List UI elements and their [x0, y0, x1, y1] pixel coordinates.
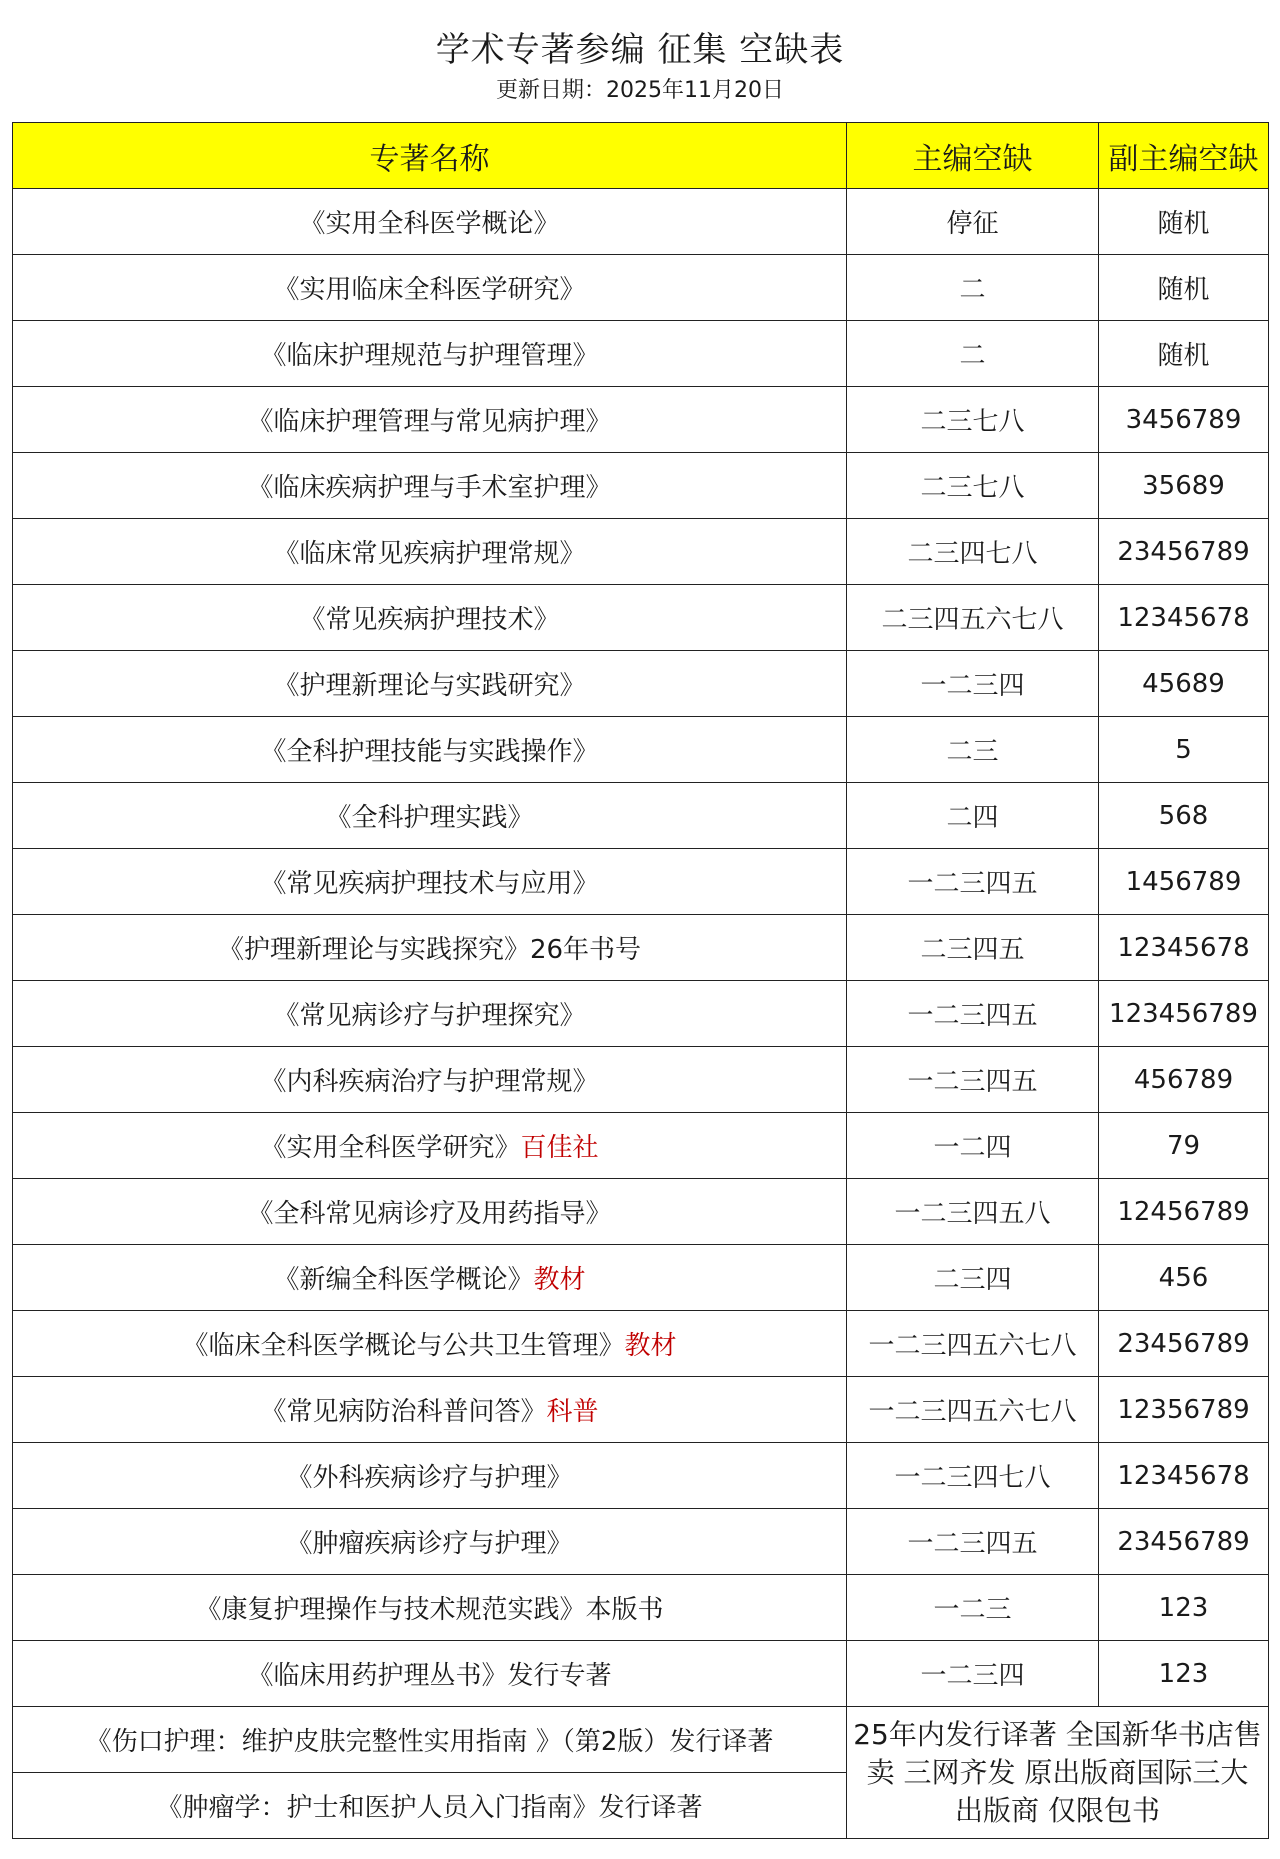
- col-header-title: 专著名称: [13, 123, 847, 189]
- page-header: [0, 0, 1280, 122]
- book-title: 《临床用药护理丛书》发行专著: [247, 1661, 612, 1691]
- book-title: 《肿瘤疾病诊疗与护理》: [286, 1529, 573, 1559]
- translation-title: 《肿瘤学：护士和医护人员入门指南》发行译著: [13, 1773, 847, 1839]
- table-row: [13, 585, 1269, 651]
- chief-editor-vacancy: 停征: [847, 189, 1099, 255]
- chief-editor-vacancy: 一二三四五六七八: [847, 1377, 1099, 1443]
- book-title-cell: [13, 849, 847, 915]
- book-title-cell: [13, 717, 847, 783]
- deputy-editor-vacancy: 12456789: [1099, 1179, 1269, 1245]
- book-title: 《临床护理规范与护理管理》: [260, 341, 599, 371]
- book-title: 《实用全科医学研究》: [260, 1133, 521, 1163]
- deputy-editor-vacancy: 随机: [1099, 321, 1269, 387]
- book-title-cell: [13, 1377, 847, 1443]
- book-title: 《护理新理论与实践探究》26年书号: [217, 935, 642, 965]
- deputy-editor-vacancy: 79: [1099, 1113, 1269, 1179]
- book-title: 《全科常见病诊疗及用药指导》: [247, 1199, 612, 1229]
- chief-editor-vacancy: 一二三: [847, 1575, 1099, 1641]
- book-tag: 教材: [533, 1265, 586, 1295]
- table-row: [13, 519, 1269, 585]
- translation-row: [13, 1707, 1269, 1773]
- deputy-editor-vacancy: 123: [1099, 1575, 1269, 1641]
- book-title: 《康复护理操作与技术规范实践》本版书: [195, 1595, 664, 1625]
- book-title: 《临床常见疾病护理常规》: [273, 539, 586, 569]
- book-title-cell: [13, 519, 847, 585]
- book-title: 《外科疾病诊疗与护理》: [286, 1463, 573, 1493]
- deputy-editor-vacancy: 随机: [1099, 255, 1269, 321]
- book-title-cell: [13, 1575, 847, 1641]
- deputy-editor-vacancy: 5: [1099, 717, 1269, 783]
- chief-editor-vacancy: 二四: [847, 783, 1099, 849]
- deputy-editor-vacancy: 12345678: [1099, 1443, 1269, 1509]
- book-title: 《内科疾病治疗与护理常规》: [260, 1067, 599, 1097]
- book-title: 《全科护理技能与实践操作》: [260, 737, 599, 767]
- table-row: [13, 1443, 1269, 1509]
- book-title: 《常见病诊疗与护理探究》: [273, 1001, 586, 1031]
- table-row: [13, 1047, 1269, 1113]
- deputy-editor-vacancy: 123: [1099, 1641, 1269, 1707]
- deputy-editor-vacancy: 1456789: [1099, 849, 1269, 915]
- table-row: [13, 849, 1269, 915]
- book-title-cell: [13, 255, 847, 321]
- table-row: [13, 783, 1269, 849]
- book-title: 《护理新理论与实践研究》: [273, 671, 586, 701]
- table-row: [13, 189, 1269, 255]
- chief-editor-vacancy: 二: [847, 255, 1099, 321]
- book-title-cell: [13, 1509, 847, 1575]
- table-row: [13, 1377, 1269, 1443]
- table-row: [13, 1245, 1269, 1311]
- col-header-deputy-editor: 副主编空缺: [1099, 123, 1269, 189]
- book-title: 《临床护理管理与常见病护理》: [247, 407, 612, 437]
- book-title: 《实用临床全科医学研究》: [273, 275, 586, 305]
- book-tag: 百佳社: [520, 1133, 599, 1163]
- table-body: [13, 189, 1269, 1839]
- book-title: 《常见疾病护理技术》: [299, 605, 560, 635]
- table-row: [13, 1509, 1269, 1575]
- chief-editor-vacancy: 二三四七八: [847, 519, 1099, 585]
- book-title-cell: [13, 1047, 847, 1113]
- deputy-editor-vacancy: 12345678: [1099, 585, 1269, 651]
- deputy-editor-vacancy: 568: [1099, 783, 1269, 849]
- deputy-editor-vacancy: 35689: [1099, 453, 1269, 519]
- chief-editor-vacancy: 二三七八: [847, 453, 1099, 519]
- book-title-cell: [13, 387, 847, 453]
- book-title-cell: [13, 321, 847, 387]
- book-tag: 科普: [546, 1397, 599, 1427]
- deputy-editor-vacancy: 23456789: [1099, 519, 1269, 585]
- vacancy-table: [12, 122, 1269, 1839]
- table-row: [13, 651, 1269, 717]
- table-row: [13, 387, 1269, 453]
- book-title-cell: [13, 585, 847, 651]
- chief-editor-vacancy: 二三: [847, 717, 1099, 783]
- chief-editor-vacancy: 一二四: [847, 1113, 1099, 1179]
- deputy-editor-vacancy: 3456789: [1099, 387, 1269, 453]
- table-row: [13, 1311, 1269, 1377]
- table-row: [13, 981, 1269, 1047]
- table-row: [13, 453, 1269, 519]
- translation-note: 25年内发行译著 全国新华书店售卖 三网齐发 原出版商国际三大出版商 仅限包书: [847, 1707, 1269, 1839]
- book-title: 《新编全科医学概论》: [273, 1265, 534, 1295]
- book-title-cell: [13, 1179, 847, 1245]
- chief-editor-vacancy: 二三七八: [847, 387, 1099, 453]
- table-row: [13, 1179, 1269, 1245]
- deputy-editor-vacancy: 456789: [1099, 1047, 1269, 1113]
- table-row: [13, 321, 1269, 387]
- book-title-cell: [13, 189, 847, 255]
- book-title: 《全科护理实践》: [325, 803, 534, 833]
- book-title-cell: [13, 1641, 847, 1707]
- page-title: 学术专著参编 征集 空缺表: [435, 30, 845, 70]
- book-title: 《临床全科医学概论与公共卫生管理》: [182, 1331, 625, 1361]
- book-title-cell: [13, 915, 847, 981]
- table-row: [13, 1113, 1269, 1179]
- deputy-editor-vacancy: 456: [1099, 1245, 1269, 1311]
- book-title-cell: [13, 981, 847, 1047]
- chief-editor-vacancy: 一二三四五: [847, 849, 1099, 915]
- deputy-editor-vacancy: 45689: [1099, 651, 1269, 717]
- chief-editor-vacancy: 一二三四: [847, 651, 1099, 717]
- book-title-cell: [13, 1443, 847, 1509]
- chief-editor-vacancy: 一二三四: [847, 1641, 1099, 1707]
- table-row: [13, 255, 1269, 321]
- deputy-editor-vacancy: 12356789: [1099, 1377, 1269, 1443]
- book-title-cell: [13, 1311, 847, 1377]
- update-date: 更新日期：2025年11月20日: [496, 78, 784, 103]
- book-title-cell: [13, 783, 847, 849]
- deputy-editor-vacancy: 123456789: [1099, 981, 1269, 1047]
- book-title-cell: [13, 1113, 847, 1179]
- deputy-editor-vacancy: 随机: [1099, 189, 1269, 255]
- book-title-cell: [13, 651, 847, 717]
- chief-editor-vacancy: 一二三四七八: [847, 1443, 1099, 1509]
- deputy-editor-vacancy: 23456789: [1099, 1509, 1269, 1575]
- table-row: [13, 1575, 1269, 1641]
- deputy-editor-vacancy: 23456789: [1099, 1311, 1269, 1377]
- table-row: [13, 1641, 1269, 1707]
- chief-editor-vacancy: 二: [847, 321, 1099, 387]
- book-title: 《临床疾病护理与手术室护理》: [247, 473, 612, 503]
- book-title: 《实用全科医学概论》: [299, 209, 560, 239]
- chief-editor-vacancy: 二三四五: [847, 915, 1099, 981]
- book-title-cell: [13, 1245, 847, 1311]
- chief-editor-vacancy: 一二三四五: [847, 1509, 1099, 1575]
- table-row: [13, 915, 1269, 981]
- chief-editor-vacancy: 二三四: [847, 1245, 1099, 1311]
- chief-editor-vacancy: 二三四五六七八: [847, 585, 1099, 651]
- book-title: 《常见病防治科普问答》: [260, 1397, 547, 1427]
- chief-editor-vacancy: 一二三四五六七八: [847, 1311, 1099, 1377]
- book-title: 《常见疾病护理技术与应用》: [260, 869, 599, 899]
- chief-editor-vacancy: 一二三四五: [847, 1047, 1099, 1113]
- deputy-editor-vacancy: 12345678: [1099, 915, 1269, 981]
- book-title-cell: [13, 453, 847, 519]
- book-tag: 教材: [624, 1331, 677, 1361]
- table-row: [13, 717, 1269, 783]
- header-row: [13, 123, 1269, 189]
- chief-editor-vacancy: 一二三四五: [847, 981, 1099, 1047]
- col-header-chief-editor: 主编空缺: [847, 123, 1099, 189]
- chief-editor-vacancy: 一二三四五八: [847, 1179, 1099, 1245]
- translation-title: 《伤口护理：维护皮肤完整性实用指南 》（第2版）发行译著: [13, 1707, 847, 1773]
